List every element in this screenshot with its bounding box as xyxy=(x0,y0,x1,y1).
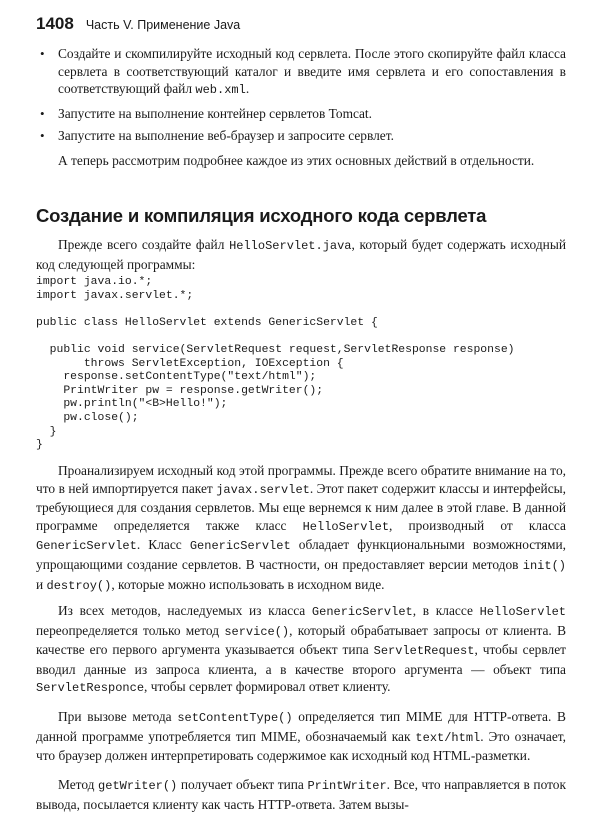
text-run: Прежде всего создайте файл xyxy=(58,237,230,252)
code-line: response.setContentType("text/html"); xyxy=(36,371,317,384)
code-line: public void service(ServletRequest request,ServletResponse response) xyxy=(36,343,515,356)
text-run: Проанализируем исходный код этой программы. Прежде всего обратите внимание на то, что в ней импортируется пакет xyxy=(36,463,566,496)
inline-code: PrintWriter xyxy=(307,779,387,793)
bullet-icon: • xyxy=(40,105,45,121)
inline-code: service() xyxy=(224,624,290,639)
code-line: throws ServletException, IOException { xyxy=(36,357,344,370)
body-paragraph xyxy=(36,462,566,595)
body-paragraph xyxy=(36,708,566,765)
text-run: обладает функциональными возможностями, упрощающими создание сервлетов. В частности, он предоставляет версии методов xyxy=(36,537,566,572)
text-run: . Это означает, что браузер должен интерпретировать содержимое как исходный код HTML-разметки. xyxy=(36,728,566,764)
text-run: Запустите на выполнение веб-браузер и запросите сервлет. xyxy=(58,128,394,144)
page-number: 1408 xyxy=(36,14,74,33)
code-line: PrintWriter pw = response.getWriter(); xyxy=(36,384,324,397)
inline-code: web.xml xyxy=(195,83,246,98)
text-run: Метод xyxy=(58,777,99,792)
text-run: определяется тип MIME для HTTP-ответа. В данной программе употребляется тип MIME, обозначаемый как xyxy=(36,709,566,744)
inline-code: ServletRequest xyxy=(373,644,475,659)
inline-code: GenericServlet xyxy=(36,539,137,554)
text-run: , чтобы сервлет формировал ответ клиенту. xyxy=(144,679,391,695)
inline-code: HelloServlet xyxy=(479,605,566,619)
text-run: и xyxy=(36,576,47,592)
text-run: . Этот пакет содержит классы и интерфейсы, требующиеся для создания сервлетов. Мы еще вернемся к ним далее в этой главе. В данной программе определяется также класс xyxy=(36,480,566,533)
text-run: Создайте и скомпилируйте исходный код сервлета. После этого скопируйте файл класса сервлета в соответствующий каталог и введите имя сервлета и его сопоставления в соответствующий файл xyxy=(58,46,566,97)
inline-code: GenericServlet xyxy=(189,539,291,554)
list-item xyxy=(36,45,566,100)
code-listing xyxy=(36,276,515,453)
list-item xyxy=(36,127,566,145)
inline-code: destroy() xyxy=(46,578,112,593)
text-run: переопределяется только метод xyxy=(36,622,225,638)
inline-code: init() xyxy=(522,558,566,573)
inline-code: setContentType() xyxy=(177,711,293,725)
text-run: Запустите на выполнение контейнер сервлетов Tomcat. xyxy=(58,105,372,121)
inline-code: HelloServlet.java xyxy=(229,239,352,253)
code-line: pw.println("<B>Hello!"); xyxy=(36,398,228,411)
text-run: . xyxy=(245,81,250,97)
text-run: , чтобы сервлет вводил данные из запроса клиента, а в качестве второго аргумента — объект типа xyxy=(36,642,566,677)
inline-code: GenericServlet xyxy=(311,605,413,619)
body-paragraph xyxy=(36,776,566,813)
text-run: , производный от класса xyxy=(389,517,566,533)
text-run: , который обрабатывает запросы от клиента. В качестве его первого аргумента указывается объект типа xyxy=(36,622,566,658)
code-line: } xyxy=(36,425,57,438)
code-line: public class HelloServlet extends GenericServlet { xyxy=(36,316,378,329)
code-line: } xyxy=(36,439,43,452)
inline-code: javax.servlet xyxy=(216,482,310,497)
section-heading: Создание и компиляция исходного кода сервлета xyxy=(36,205,487,226)
bullet-icon: • xyxy=(40,128,45,144)
inline-code: text/html xyxy=(415,730,481,745)
step-list xyxy=(36,45,566,150)
body-paragraph xyxy=(36,602,566,698)
list-item-text xyxy=(58,46,566,96)
text-run: . Все, что направляется в поток вывода, посылается клиенту как часть HTTP-ответа. Затем вызы- xyxy=(36,777,566,812)
lead-paragraph xyxy=(36,236,566,273)
inline-code: ServletResponce xyxy=(36,681,145,696)
bullet-icon: • xyxy=(40,46,45,61)
text-run: Из всех методов, наследуемых из класса xyxy=(58,603,312,618)
code-line: import java.io.*; xyxy=(36,276,153,288)
running-title: Часть V. Применение Java xyxy=(85,18,241,32)
inline-code: HelloServlet xyxy=(302,519,390,534)
code-line: import javax.servlet.*; xyxy=(36,289,194,302)
text-run: получает объект типа xyxy=(177,777,308,792)
code-line: pw.close(); xyxy=(36,411,139,424)
text-run: , который будет содержать исходный код следующей программы: xyxy=(36,237,566,272)
text-run: , которые можно использовать в исходном виде. xyxy=(111,576,385,592)
text-run: , в классе xyxy=(412,603,480,618)
list-item-text xyxy=(58,106,372,121)
list-item-text xyxy=(58,128,394,143)
inline-code: getWriter() xyxy=(98,779,178,793)
list-item xyxy=(36,105,566,123)
text-run: . Класс xyxy=(136,537,190,553)
intro-paragraph: А теперь рассмотрим подробнее каждое из этих основных действий в отдельности. xyxy=(58,153,535,168)
text-run: При вызове метода xyxy=(58,709,178,724)
page-header xyxy=(36,14,240,34)
